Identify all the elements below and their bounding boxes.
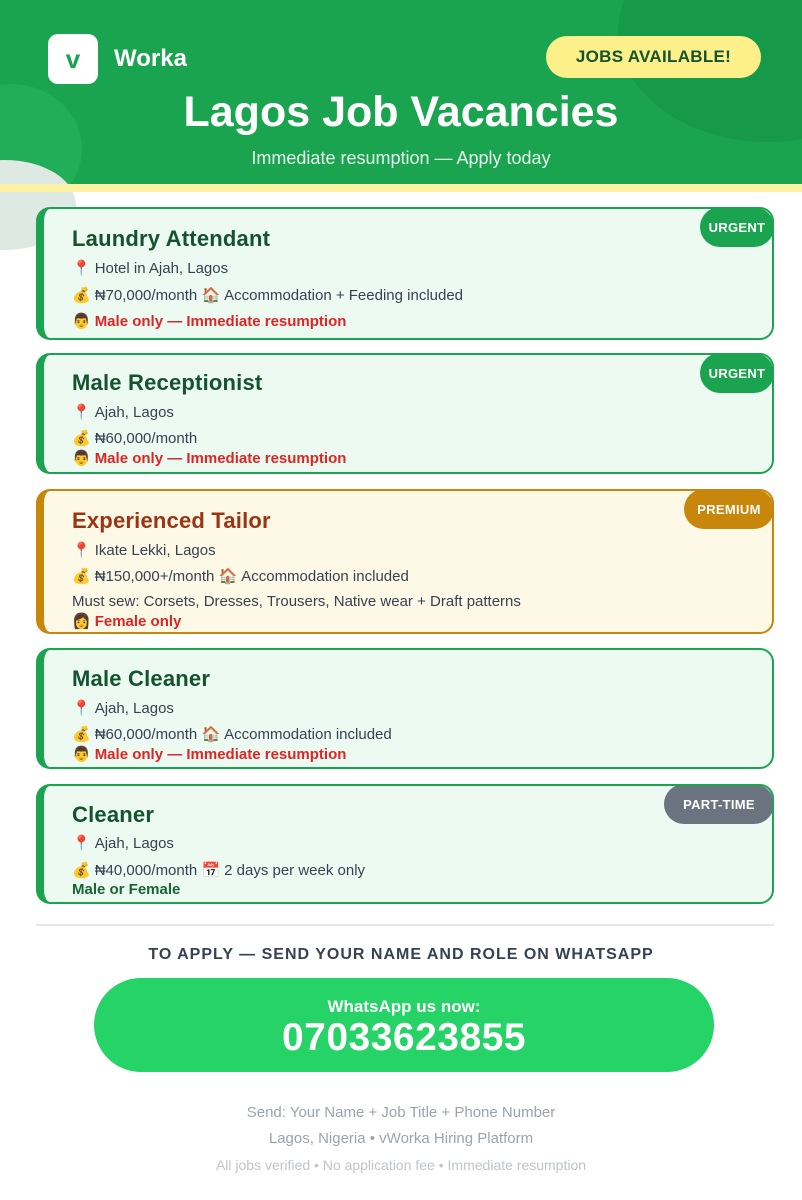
job-card-laundry-attendant[interactable] bbox=[36, 207, 774, 340]
premium-badge: PREMIUM bbox=[684, 489, 774, 529]
job-pay: 💰 ₦60,000/month bbox=[72, 430, 198, 447]
money-bag-icon: 💰 bbox=[72, 287, 91, 304]
brand-name: Worka bbox=[114, 45, 187, 72]
job-pay: 💰 ₦60,000/month 🏠 Accommodation included bbox=[72, 726, 392, 743]
man-icon: 👨 bbox=[72, 450, 91, 467]
job-pay: 💰 ₦70,000/month 🏠 Accommodation + Feeding included bbox=[72, 287, 464, 304]
job-title: Laundry Attendant bbox=[72, 226, 271, 251]
house-icon: 🏠 bbox=[201, 726, 221, 743]
job-title: Experienced Tailor bbox=[72, 508, 271, 533]
footer-instructions: Send: Your Name + Job Title + Phone Number bbox=[246, 1104, 556, 1121]
page-subtitle: Immediate resumption — Apply today bbox=[251, 148, 551, 168]
header-divider bbox=[0, 184, 802, 192]
urgent-badge: URGENT bbox=[700, 207, 774, 247]
job-location: 📍 Ikate Lekki, Lagos bbox=[72, 542, 216, 559]
job-requirement: 👩 Female only bbox=[72, 613, 182, 630]
man-icon: 👨 bbox=[72, 313, 91, 330]
job-skills: Must sew: Corsets, Dresses, Trousers, Native wear + Draft patterns bbox=[72, 593, 521, 610]
job-card-male-cleaner[interactable] bbox=[36, 648, 774, 769]
job-title: Male Cleaner bbox=[72, 666, 211, 691]
jobs-available-badge: JOBS AVAILABLE! bbox=[546, 36, 761, 78]
job-requirement: 👨 Male only — Immediate resumption bbox=[72, 313, 347, 330]
money-bag-icon: 💰 bbox=[72, 430, 91, 447]
whatsapp-label: WhatsApp us now: bbox=[327, 997, 481, 1016]
woman-icon: 👩 bbox=[72, 613, 91, 630]
page-title: Lagos Job Vacancies bbox=[183, 88, 619, 136]
apply-heading: TO APPLY — SEND YOUR NAME AND ROLE ON WHATSAPP bbox=[148, 946, 654, 963]
money-bag-icon: 💰 bbox=[72, 726, 91, 743]
pin-icon: 📍 bbox=[72, 542, 91, 559]
money-bag-icon: 💰 bbox=[72, 568, 91, 585]
house-icon: 🏠 bbox=[218, 568, 238, 585]
calendar-icon: 📅 bbox=[201, 862, 221, 879]
money-bag-icon: 💰 bbox=[72, 862, 91, 879]
footer-disclaimer: All jobs verified • No application fee • Immediate resumption bbox=[215, 1157, 587, 1173]
whatsapp-phone-number[interactable]: 07033623855 bbox=[281, 1016, 527, 1059]
house-icon: 🏠 bbox=[201, 287, 221, 304]
footer-location: Lagos, Nigeria • vWorka Hiring Platform bbox=[268, 1130, 534, 1147]
job-location: 📍 Ajah, Lagos bbox=[72, 835, 174, 852]
pin-icon: 📍 bbox=[72, 260, 91, 277]
job-card-cleaner[interactable] bbox=[36, 784, 774, 904]
whatsapp-button[interactable] bbox=[94, 978, 714, 1072]
logo-letter: v bbox=[65, 43, 81, 74]
job-location: 📍 Ajah, Lagos bbox=[72, 404, 174, 421]
job-card-experienced-tailor[interactable] bbox=[36, 489, 774, 634]
section-divider bbox=[36, 924, 774, 926]
man-icon: 👨 bbox=[72, 746, 91, 763]
urgent-badge: URGENT bbox=[700, 353, 774, 393]
job-requirement: 👨 Male only — Immediate resumption bbox=[72, 450, 347, 467]
pin-icon: 📍 bbox=[72, 404, 91, 421]
job-requirement: 👨 Male only — Immediate resumption bbox=[72, 746, 347, 763]
job-pay: 💰 ₦40,000/month 📅 2 days per week only bbox=[72, 862, 366, 879]
pin-icon: 📍 bbox=[72, 700, 91, 717]
pin-icon: 📍 bbox=[72, 835, 91, 852]
job-pay: 💰 ₦150,000+/month 🏠 Accommodation included bbox=[72, 568, 409, 585]
job-location: 📍 Ajah, Lagos bbox=[72, 700, 174, 717]
job-title: Cleaner bbox=[72, 802, 155, 827]
job-requirement: Male or Female bbox=[72, 881, 181, 898]
job-card-male-receptionist[interactable] bbox=[36, 353, 774, 474]
header-banner bbox=[0, 0, 802, 186]
job-location: 📍 Hotel in Ajah, Lagos bbox=[72, 260, 229, 277]
brand-logo[interactable] bbox=[48, 34, 98, 84]
job-title: Male Receptionist bbox=[72, 370, 263, 395]
part-time-badge: PART-TIME bbox=[664, 784, 774, 824]
